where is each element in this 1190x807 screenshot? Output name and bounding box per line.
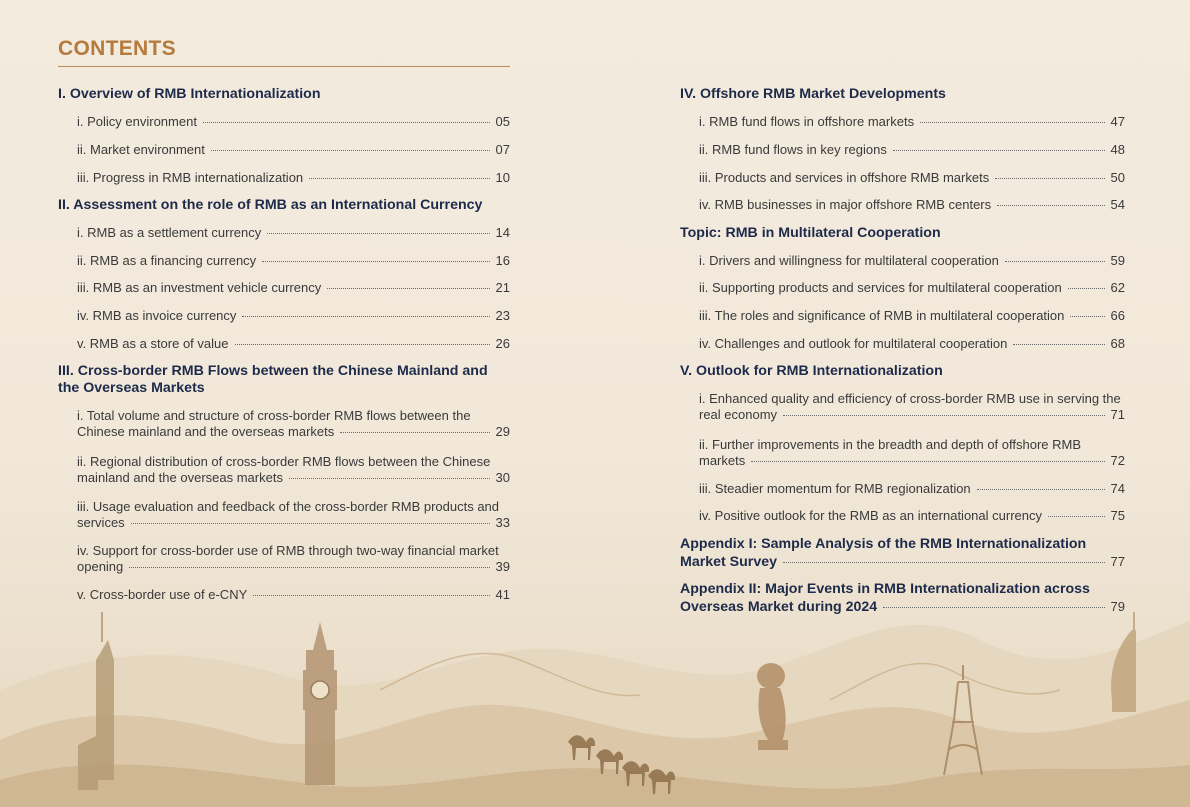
leader-dots	[289, 478, 490, 479]
toc-entry[interactable]: ii. Regional distribution of cross-border RMB flows between the Chinese mainland and the overseas markets 30	[77, 454, 510, 485]
section-title-topic[interactable]: Topic: RMB in Multilateral Cooperation	[680, 225, 941, 241]
page-number: 47	[1110, 114, 1125, 129]
page-number: 33	[495, 515, 510, 530]
page-number: 62	[1110, 280, 1125, 295]
section-title-iv[interactable]: IV. Offshore RMB Market Developments	[680, 86, 946, 102]
page-number: 29	[495, 424, 510, 439]
appendix-i[interactable]: Appendix I: Sample Analysis of the RMB Internationalization Market Survey 77	[680, 536, 1125, 570]
leader-dots	[242, 316, 489, 317]
page-number: 21	[495, 280, 510, 295]
leader-dots	[327, 288, 489, 289]
page-number: 39	[495, 559, 510, 574]
big-ben-icon	[303, 622, 337, 785]
toc-entry[interactable]: ii. RMB fund flows in key regions 48	[699, 142, 1125, 157]
page-number: 10	[495, 170, 510, 185]
toc-entry[interactable]: iv. RMB businesses in major offshore RMB centers 54	[699, 197, 1125, 212]
leader-dots	[1005, 261, 1105, 262]
burj-al-arab-icon	[1111, 612, 1136, 712]
section-title-i[interactable]: I. Overview of RMB Internationalization	[58, 86, 321, 102]
page-number: 30	[495, 470, 510, 485]
toc-entry[interactable]: iii. Progress in RMB internationalization 10	[77, 170, 510, 185]
page-number: 72	[1110, 453, 1125, 468]
toc-entry[interactable]: ii. RMB as a financing currency 16	[77, 253, 510, 268]
section-title-iii[interactable]: III. Cross-border RMB Flows between the Chinese Mainland and the Overseas Markets	[58, 363, 488, 396]
toc-entry[interactable]: iii. Products and services in offshore RMB markets 50	[699, 170, 1125, 185]
page-number: 41	[495, 587, 510, 602]
page-title: CONTENTS	[58, 37, 176, 60]
page-number: 66	[1110, 308, 1125, 323]
page-number: 23	[495, 308, 510, 323]
toc-entry[interactable]: iv. Positive outlook for the RMB as an international currency 75	[699, 508, 1125, 523]
page-number: 54	[1110, 197, 1125, 212]
toc-entry[interactable]: iv. Challenges and outlook for multilateral cooperation 68	[699, 336, 1125, 351]
section-title-v[interactable]: V. Outlook for RMB Internationalization	[680, 363, 943, 379]
page-number: 07	[495, 142, 510, 157]
leader-dots	[131, 523, 490, 524]
leader-dots	[1048, 516, 1105, 517]
toc-entry[interactable]: i. Drivers and willingness for multilateral cooperation 59	[699, 253, 1125, 268]
leader-dots	[997, 205, 1104, 206]
toc-entry[interactable]: i. RMB fund flows in offshore markets 47	[699, 114, 1125, 129]
toc-entry[interactable]: ii. Supporting products and services for multilateral cooperation 62	[699, 280, 1125, 295]
page-number: 77	[1110, 554, 1125, 569]
page-number: 75	[1110, 508, 1125, 523]
leader-dots	[267, 233, 489, 234]
leader-dots	[893, 150, 1105, 151]
toc-entry[interactable]: iii. Steadier momentum for RMB regionalization 74	[699, 481, 1125, 496]
page-number: 50	[1110, 170, 1125, 185]
leader-dots	[883, 607, 1104, 608]
appendix-ii[interactable]: Appendix II: Major Events in RMB Internationalization across Overseas Market during 2024 79	[680, 581, 1125, 615]
leader-dots	[262, 261, 489, 262]
toc-entry[interactable]: iii. RMB as an investment vehicle currency 21	[77, 280, 510, 295]
leader-dots	[995, 178, 1104, 179]
page-number: 59	[1110, 253, 1125, 268]
toc-entry[interactable]: i. Total volume and structure of cross-border RMB flows between the Chinese mainland and the overseas markets 29	[77, 408, 510, 439]
toc-entry[interactable]: iii. The roles and significance of RMB in multilateral cooperation 66	[699, 308, 1125, 323]
toc-entry[interactable]: v. RMB as a store of value 26	[77, 336, 510, 351]
leader-dots	[1070, 316, 1104, 317]
page-number: 71	[1110, 407, 1125, 422]
toc-entry[interactable]: v. Cross-border use of e-CNY 41	[77, 587, 510, 602]
leader-dots	[253, 595, 489, 596]
page-number: 05	[495, 114, 510, 129]
page-number: 14	[495, 225, 510, 240]
title-underline	[58, 66, 510, 67]
page-number: 16	[495, 253, 510, 268]
toc-entry[interactable]: iv. Support for cross-border use of RMB through two-way financial market opening 39	[77, 543, 510, 574]
leader-dots	[309, 178, 489, 179]
page-number: 26	[495, 336, 510, 351]
page-number: 74	[1110, 481, 1125, 496]
leader-dots	[340, 432, 489, 433]
page-number: 48	[1110, 142, 1125, 157]
toc-entry[interactable]: iv. RMB as invoice currency 23	[77, 308, 510, 323]
toc-entry[interactable]: iii. Usage evaluation and feedback of the cross-border RMB products and services 33	[77, 499, 510, 530]
page-number: 79	[1110, 599, 1125, 614]
toc-entry[interactable]: ii. Further improvements in the breadth and depth of offshore RMB markets 72	[699, 437, 1125, 468]
page-number: 68	[1110, 336, 1125, 351]
leader-dots	[920, 122, 1104, 123]
mountain-range-icon	[0, 620, 1190, 807]
toc-entry[interactable]: ii. Market environment 07	[77, 142, 510, 157]
leader-dots	[1013, 344, 1104, 345]
leader-dots	[1068, 288, 1105, 289]
leader-dots	[211, 150, 490, 151]
leader-dots	[203, 122, 490, 123]
toc-entry[interactable]: i. RMB as a settlement currency 14	[77, 225, 510, 240]
toc-entry[interactable]: i. Enhanced quality and efficiency of cross-border RMB use in serving the real economy 71	[699, 391, 1125, 422]
leader-dots	[129, 567, 489, 568]
toc-entry[interactable]: i. Policy environment 05	[77, 114, 510, 129]
leader-dots	[235, 344, 490, 345]
section-title-ii[interactable]: II. Assessment on the role of RMB as an International Currency	[58, 197, 483, 213]
leader-dots	[751, 461, 1104, 462]
leader-dots	[783, 415, 1104, 416]
leader-dots	[977, 489, 1105, 490]
leader-dots	[783, 562, 1105, 563]
